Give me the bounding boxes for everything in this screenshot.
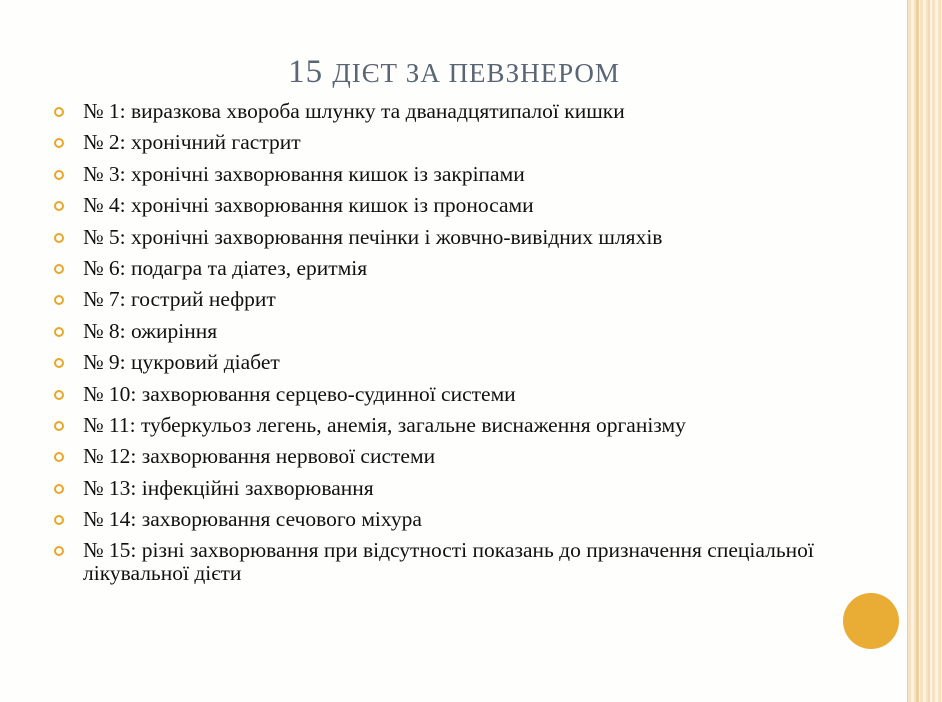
list-item-text: № 9: цукровий діабет — [83, 350, 280, 375]
ring-bullet-icon — [54, 295, 64, 305]
list-item-text: № 1: виразкова хвороба шлунку та дванадцятипалої кишки — [83, 99, 625, 123]
list-item — [54, 414, 854, 437]
list-item-text: № 14: захворювання сечового міхура — [83, 507, 422, 532]
list-item-text: № 2: хронічний гастрит — [83, 130, 301, 155]
list-item-text: № 5: хронічні захворювання печінки і жовчно-вивідних шляхів — [83, 224, 663, 249]
ring-bullet-icon — [54, 390, 64, 400]
title-text: ДІЄТ ЗА ПЕВЗНЕРОМ — [332, 58, 620, 88]
ring-bullet-icon — [54, 170, 64, 180]
title-number: 15 — [288, 54, 333, 90]
list-item — [54, 320, 854, 343]
list-item — [54, 131, 854, 154]
ring-bullet-icon — [54, 546, 64, 556]
ring-bullet-icon — [54, 201, 64, 211]
list-item-text: № 11: туберкульоз легень, анемія, загальне виснаження організму — [83, 412, 686, 437]
list-item-text: № 4: хронічні захворювання кишок із проносами — [83, 193, 534, 218]
list-item — [54, 257, 854, 280]
ring-bullet-icon — [54, 358, 64, 368]
list-item — [54, 288, 854, 311]
list-item — [54, 163, 854, 186]
list-item-text: № 3: хронічні захворювання кишок із закріпами — [83, 161, 525, 186]
list-item — [54, 351, 854, 374]
ring-bullet-icon — [54, 452, 64, 462]
list-item-text: № 8: ожиріння — [83, 318, 218, 343]
list-item-text: № 10: захворювання серцево-судинної системи — [83, 381, 516, 406]
list-item-text: № 7: гострий нефрит — [83, 287, 276, 312]
diet-list — [54, 100, 854, 594]
ring-bullet-icon — [54, 233, 64, 243]
list-item — [54, 445, 854, 468]
list-item-text: № 12: захворювання нервової системи — [83, 444, 436, 469]
list-item — [54, 226, 854, 249]
list-item — [54, 477, 854, 500]
list-item-text: № 15: різні захворювання при відсутності показань до призначення спеціальної лікувальної дієти — [83, 538, 814, 586]
ring-bullet-icon — [54, 515, 64, 525]
ring-bullet-icon — [54, 484, 64, 494]
list-item — [54, 539, 854, 585]
list-item-text: № 13: інфекційні захворювання — [83, 475, 374, 500]
ring-bullet-icon — [54, 264, 64, 274]
slide-title — [0, 52, 908, 93]
list-item — [54, 194, 854, 217]
list-item — [54, 508, 854, 531]
ring-bullet-icon — [54, 421, 64, 431]
decorative-circle-icon — [843, 593, 899, 649]
list-item — [54, 100, 854, 123]
ring-bullet-icon — [54, 107, 64, 117]
ring-bullet-icon — [54, 138, 64, 148]
ring-bullet-icon — [54, 327, 64, 337]
list-item — [54, 383, 854, 406]
list-item-text: № 6: подагра та діатез, еритмія — [83, 255, 368, 280]
decorative-stripe-border — [907, 0, 942, 702]
